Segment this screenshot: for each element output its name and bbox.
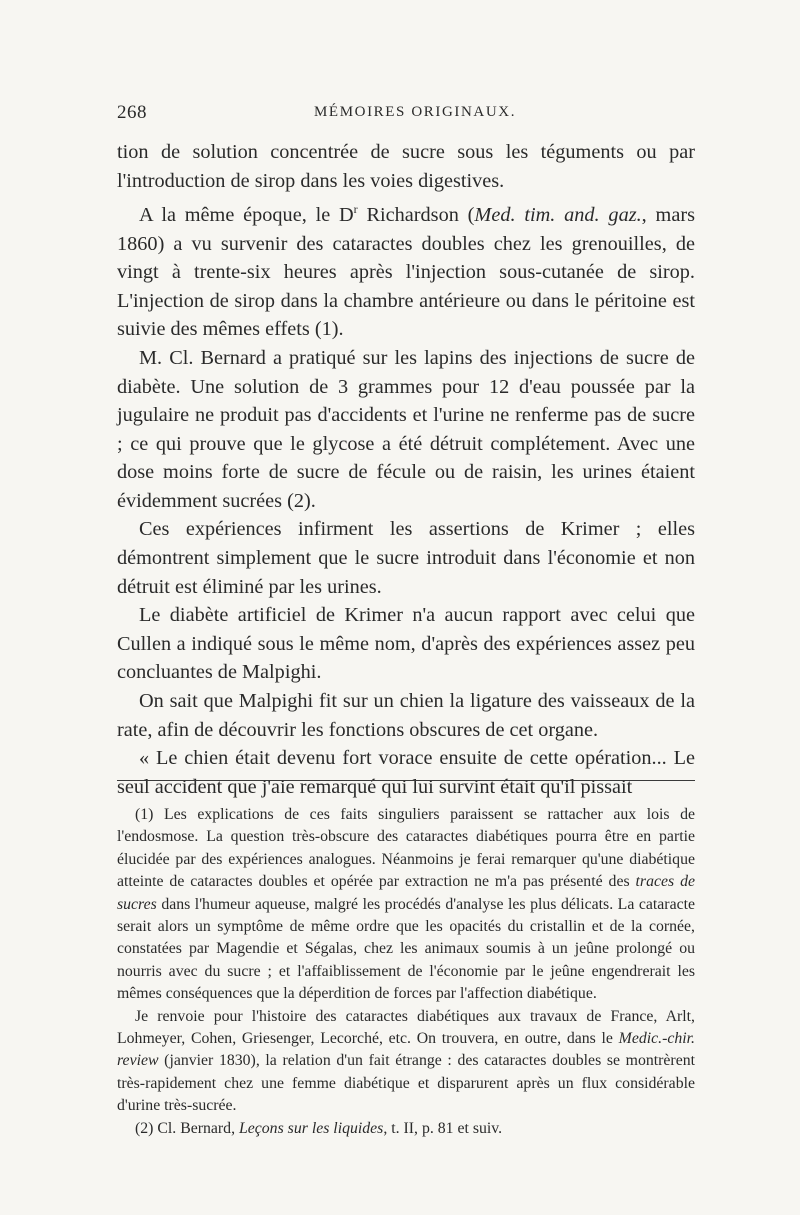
book-title: Leçons sur les liquides xyxy=(238,1119,384,1137)
footnote-divider xyxy=(117,780,695,781)
superscript: r xyxy=(353,202,358,217)
footnote-2 xyxy=(117,1118,695,1140)
text-run: , t. II, p. 81 et suiv. xyxy=(383,1119,503,1137)
paragraph-krimer: Ces expériences infirment les assertions de Krimer ; elles démontrent simplement que le sucre introduit dans l'économie et non détruit est éliminé par les urines. xyxy=(117,518,695,598)
page-header xyxy=(117,100,697,128)
text-run: dans l'humeur aqueuse, malgré les procédés d'analyse les plus délicats. La cataracte serait alors un symptôme de même ordre que les opacités du cristallin et de la cornée, constatées par Magendie et Ségalas, chez les animaux soumis à un jeûne prolongé ou nourris avec du sucre ; et l'affaiblissement de l'économie par le jeûne engendrerait les mêmes conséquences que la déperdition de forces par l'affection diabétique. xyxy=(117,895,695,1003)
text-run: Richardson ( xyxy=(357,203,475,226)
journal-citation: Medic.-chir. review xyxy=(117,1030,695,1070)
paragraph-bernard: M. Cl. Bernard a pratiqué sur les lapins des injections de sucre de diabète. Une solution de 3 grammes pour 12 d'eau poussée par la jugulaire ne produit pas d'accidents et l'urine ne renferme pas de sucre ; ce qui prouve que le glycose a été détruit complétement. Avec une dose moins forte de sucre de fécule ou de raisin, les urines étaient évidemment sucrées (2). xyxy=(117,346,695,512)
journal-citation: Med. tim. and. gaz. xyxy=(474,203,642,226)
paragraph-quote: « Le chien était devenu fort vorace ensuite de cette opération... Le seul accident que j'aie remarqué qui lui survint était qu'il pissait xyxy=(117,747,695,798)
text-run: Je renvoie pour l'histoire des cataractes diabétiques aux travaux de France, Arlt, Lohmeyer, Cohen, Griesenger, Lecorché, etc. On trouvera, en outre, dans le xyxy=(117,1007,695,1048)
footnote-1-continued xyxy=(117,1006,695,1118)
italic-phrase: traces de sucres xyxy=(117,873,695,913)
page-number: 268 xyxy=(117,102,147,123)
text-run: A la même époque, le D xyxy=(139,203,354,226)
main-text xyxy=(117,138,695,801)
text-run: (1) Les explications de ces faits singuliers paraissent se rattacher aux lois de l'endosmose. La question très-obscure des cataractes diabétiques pourra être en partie élucidée par des expériences analogues. Néanmoins je ferai remarquer qu'une diabétique atteinte de cataractes doubles et opérée par extraction ne m'a pas présenté des xyxy=(117,806,695,891)
running-title: MÉMOIRES ORIGINAUX. xyxy=(314,104,517,120)
text-run: (janvier 1830), la relation d'un fait étrange : des cataractes doubles se montrèrent très-rapidement chez une femme diabétique et disparurent après un flux considérable d'urine très-sucrée. xyxy=(117,1052,695,1115)
footnote-1 xyxy=(117,804,695,1006)
text-run: (2) Cl. Bernard, xyxy=(135,1119,239,1137)
paragraph-cullen: Le diabète artificiel de Krimer n'a aucun rapport avec celui que Cullen a indiqué sous le même nom, d'après des expériences assez peu concluantes de Malpighi. xyxy=(117,604,695,684)
paragraph-richardson xyxy=(117,195,695,344)
paragraph-malpighi: On sait que Malpighi fit sur un chien la ligature des vaisseaux de la rate, afin de découvrir les fonctions obscures de cet organe. xyxy=(117,690,695,741)
text-run: , mars 1860) a vu survenir des cataractes doubles chez les grenouilles, de vingt à trente-six heures après l'injection sous-cutanée de sirop. L'injection de sirop dans la chambre antérieure ou dans le péritoine est suivie des mêmes effets (1). xyxy=(117,203,695,341)
paragraph-continuation: tion de solution concentrée de sucre sous les téguments ou par l'introduction de sirop dans les voies digestives. xyxy=(117,141,695,192)
footnotes xyxy=(117,804,695,1140)
